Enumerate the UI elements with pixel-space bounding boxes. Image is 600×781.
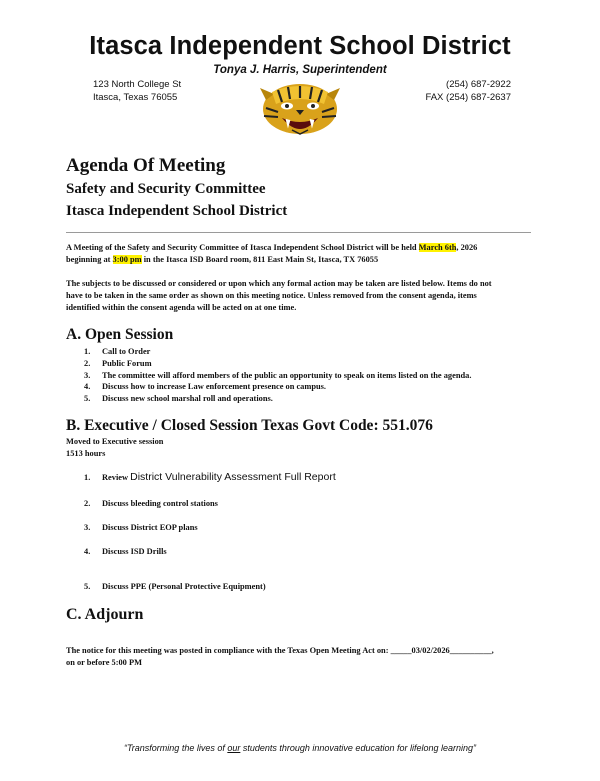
list-item [84,522,198,534]
tiger-mascot-icon [258,82,342,140]
contact-block [425,78,511,104]
footer-motto [0,743,600,753]
motto-text-2: students through innovative education for lifelong learning” [240,743,477,753]
item-number: 2. [84,358,91,368]
item-text: Discuss bleeding control stations [102,499,218,508]
intro-text-4: in the Itasca ISD Board room, 811 East Main St, Itasca, TX 76055 [141,255,379,264]
subjects-line-2: have to be taken in the same order as shown on this meeting notice. Unless removed from the consent agenda, items [66,291,477,300]
list-item [84,393,534,405]
item-text: The committee will afford members of the public an opportunity to speak on items listed on the agenda. [102,370,472,380]
item-number: 5. [84,582,91,591]
item-number: 2. [84,499,91,508]
section-a-list [84,346,534,405]
intro-text-2: , 2026 [456,243,478,252]
item-text: Discuss new school marshal roll and operations. [102,394,273,404]
district-subtitle: Itasca Independent School District [66,203,288,219]
motto-underlined: our [227,743,241,753]
superintendent-name: Tonya J. Harris, Superintendent [213,64,387,76]
list-item [84,472,336,484]
meeting-date: March 6th [418,243,457,252]
meeting-intro [66,242,536,266]
list-item [84,498,218,510]
item-number: 1. [84,473,91,482]
item-text: Public Forum [102,358,152,368]
notice-line-2: on or before 5:00 PM [66,658,142,667]
fax-number: FAX (254) 687-2637 [425,92,511,103]
item-text: Discuss ISD Drills [102,547,167,556]
subjects-line-3: identified within the consent agenda will be acted on at one time. [66,303,297,312]
intro-text-1: A Meeting of the Safety and Security Committee of Itasca Independent School District will be held [66,243,419,252]
item-number: 1. [84,347,91,356]
item-number: 3. [84,370,91,380]
address-line-1: 123 North College St [93,79,182,90]
item-text: Discuss how to increase Law enforcement presence on campus. [102,382,327,392]
item-number: 4. [84,547,91,556]
list-item [84,546,167,558]
item-number: 3. [84,523,91,532]
district-title: Itasca Independent School District [89,32,511,60]
posting-notice [66,645,546,669]
meeting-time: 3:00 pm [112,255,142,264]
executive-session-time: 1513 hours [66,449,106,458]
section-a-title: A. Open Session [66,326,174,343]
item-number: 4. [84,382,91,392]
list-item [84,346,534,358]
executive-session-note: Moved to Executive session [66,437,164,446]
committee-title: Safety and Security Committee [66,181,266,197]
motto-text-1: “Transforming the lives of [123,743,228,753]
section-c-title: C. Adjourn [66,606,144,623]
list-item [84,581,266,593]
section-b-title: B. Executive / Closed Session Texas Govt Code: 551.076 [66,417,433,434]
item-text: Discuss District EOP plans [102,523,198,532]
divider [66,232,531,233]
agenda-title: Agenda Of Meeting [66,155,226,176]
item-text: District Vulnerability Assessment Full Report [130,471,336,483]
notice-line-1: The notice for this meeting was posted in compliance with the Texas Open Meeting Act on: _____03/02/2026__________, [66,646,494,655]
item-number: 5. [84,394,91,404]
item-text: Call to Order [102,347,151,356]
intro-text-3: beginning at [66,255,113,264]
subjects-paragraph [66,278,536,314]
address-block [93,78,181,104]
list-item [84,381,534,393]
list-item [84,370,534,382]
list-item [84,358,534,370]
item-text: Discuss PPE (Personal Protective Equipment) [102,582,266,591]
item-prefix: Review [102,473,131,482]
phone-number: (254) 687-2922 [446,79,511,90]
address-line-2: Itasca, Texas 76055 [93,92,178,103]
subjects-line-1: The subjects to be discussed or considered or upon which any formal action may be taken are listed below. Items do not [66,279,492,288]
